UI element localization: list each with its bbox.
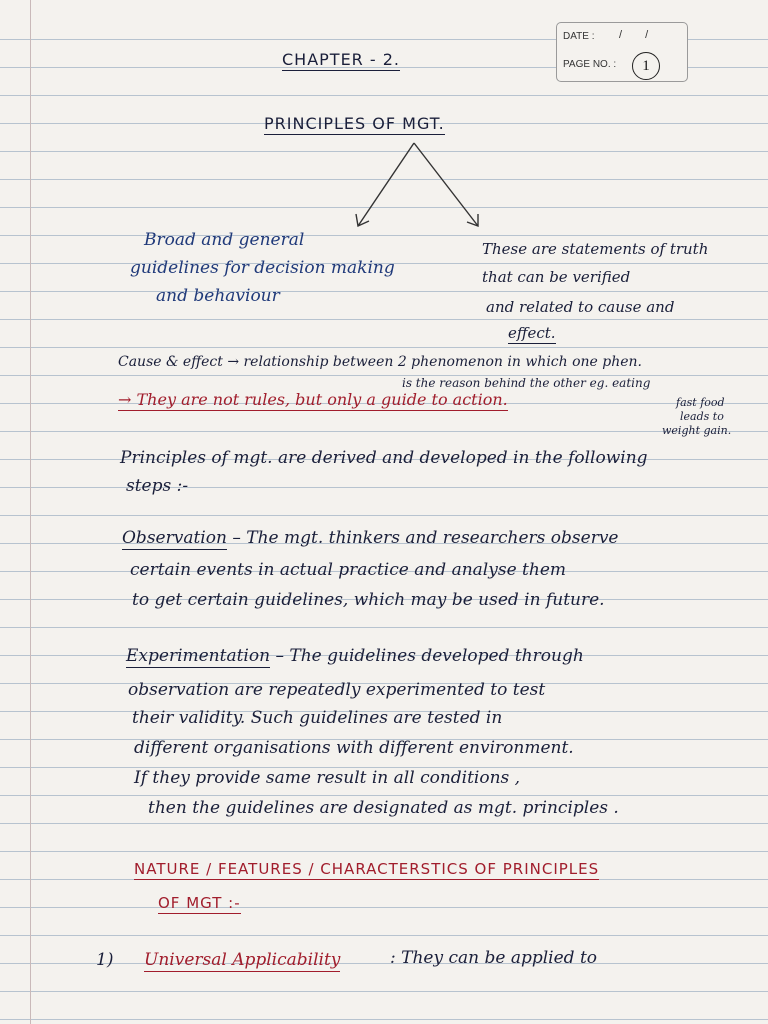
date-value: / / xyxy=(619,29,659,41)
experimentation-line-6: then the guidelines are designated as mgt. principles . xyxy=(148,798,619,818)
right-arrow xyxy=(414,143,478,226)
experimentation-line-4: different organisations with different environment. xyxy=(134,738,574,758)
right-definition-2: that can be verified xyxy=(482,268,631,286)
left-definition-2: guidelines for decision making xyxy=(130,258,395,278)
right-definition-1: These are statements of truth xyxy=(482,240,709,258)
nature-heading-text-1: NATURE / FEATURES / CHARACTERSTICS OF PRINCIPLES xyxy=(134,860,600,878)
observation-text-1: – The mgt. thinkers and researchers observe xyxy=(226,528,619,548)
not-rules-note xyxy=(118,390,508,409)
experimentation-line-1 xyxy=(126,646,584,666)
observation-line-2: certain events in actual practice and analyse them xyxy=(130,560,566,580)
cause-effect-line-2: is the reason behind the other eg. eating xyxy=(402,376,651,390)
example-note-1: fast food xyxy=(676,396,725,409)
page-number: 1 xyxy=(632,52,660,80)
example-note-3: weight gain. xyxy=(662,424,732,437)
effect-word: effect. xyxy=(508,324,556,342)
nature-heading-text-2: OF MGT :- xyxy=(158,894,241,912)
derived-line-1: Principles of mgt. are derived and developed in the following xyxy=(120,448,648,468)
point-1-number: 1) xyxy=(96,950,114,970)
page-heading-text: PRINCIPLES OF MGT. xyxy=(264,114,445,133)
left-definition-3: and behaviour xyxy=(156,286,280,306)
page-no-label: PAGE NO. : xyxy=(563,59,617,70)
not-rules-text: → They are not rules, but only a guide to action. xyxy=(118,390,508,409)
right-definition-3: and related to cause and xyxy=(486,298,675,316)
experimentation-term: Experimentation xyxy=(126,646,271,666)
experimentation-line-3: their validity. Such guidelines are tested in xyxy=(132,708,503,728)
right-definition-4 xyxy=(508,324,556,342)
example-note-2: leads to xyxy=(680,410,724,423)
observation-term: Observation xyxy=(122,528,227,548)
left-definition-1: Broad and general xyxy=(144,230,305,250)
chapter-title-text: CHAPTER - 2. xyxy=(282,50,401,69)
nature-heading-line-2 xyxy=(158,894,241,912)
date-label: DATE : xyxy=(563,31,595,42)
experimentation-line-2: observation are repeatedly experimented to test xyxy=(128,680,546,700)
point-1-term xyxy=(144,950,340,970)
point-1-text: : They can be applied to xyxy=(390,948,598,968)
observation-line-1 xyxy=(122,528,619,548)
observation-line-3: to get certain guidelines, which may be used in future. xyxy=(132,590,605,610)
cause-effect-line-1: Cause & effect → relationship between 2 phenomenon in which one phen. xyxy=(118,354,643,370)
experimentation-line-5: If they provide same result in all conditions , xyxy=(134,768,521,788)
left-arrow xyxy=(358,143,414,226)
experimentation-text-1: – The guidelines developed through xyxy=(270,646,584,666)
point-1-term-text: Universal Applicability xyxy=(144,950,341,970)
nature-heading-line-1 xyxy=(134,860,599,878)
derived-line-2: steps :- xyxy=(126,476,189,496)
